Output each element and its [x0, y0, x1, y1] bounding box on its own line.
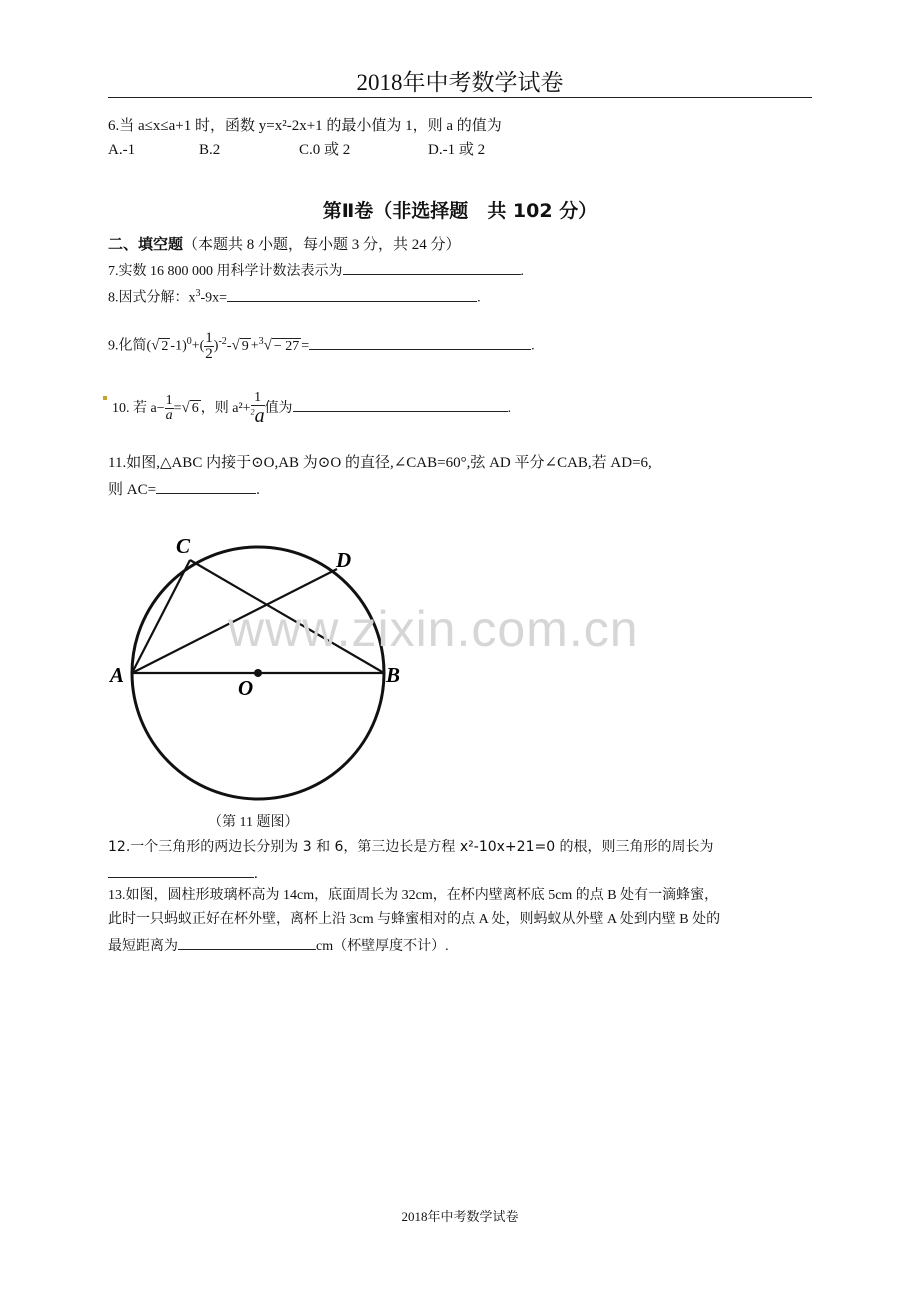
q10-frac2-den — [251, 406, 265, 426]
q10-end: . — [507, 401, 512, 416]
part2-note: （本题共 8 小题，每小题 3 分，共 24 分） — [183, 237, 461, 253]
q11-answer-blank[interactable] — [156, 478, 256, 494]
sqrt-icon: √ — [181, 400, 190, 416]
sqrt-icon: √ — [231, 337, 240, 354]
q10-frac2-den-a: a — [254, 405, 265, 428]
q10-mid: ，则 a²+ — [200, 401, 251, 416]
center-point-o — [254, 669, 262, 677]
q12-end: . — [254, 866, 258, 882]
q9-exp0: 0 — [186, 336, 192, 347]
q6-stem: 6.当 a≤x≤a+1 时，函数 y=x²-2x+1 的最小值为 1，则 a 的值为 — [108, 118, 502, 134]
watermark-text: www.zixin.com.cn — [228, 601, 639, 657]
q7-end: . — [520, 264, 524, 279]
q9-exp-neg2: -2 — [218, 336, 227, 347]
q9-answer-blank[interactable] — [309, 334, 531, 350]
q7-text: 7.实数 16 800 000 用科学计数法表示为 — [108, 264, 343, 279]
q10-answer-blank[interactable] — [293, 396, 508, 412]
q10-frac-den: a — [165, 408, 173, 424]
label-c: C — [176, 534, 191, 558]
q9-minus: - — [226, 338, 232, 354]
q9-plus: +( — [191, 338, 205, 354]
label-a: A — [110, 663, 125, 687]
q8-answer-blank[interactable] — [227, 286, 477, 302]
q8-end: . — [477, 290, 481, 306]
q9-plus2: + — [250, 338, 259, 354]
label-d: D — [336, 548, 352, 572]
q9-end: . — [531, 338, 535, 354]
q6-option-a: A.-1 — [108, 142, 136, 158]
page-footer: 2018年中考数学试卷 — [401, 1209, 519, 1224]
q10-frac2-num: 1 — [251, 391, 265, 406]
q8-suffix: -9x= — [200, 290, 228, 306]
q10-fraction — [165, 394, 174, 423]
q9-prefix: 9.化简( — [108, 338, 152, 354]
q9-mid2: ) — [213, 338, 219, 354]
q10-prefix: 10. 若 a− — [112, 401, 165, 416]
cube-root-icon: √ — [263, 337, 272, 354]
q9-sqrt-2: 2 — [161, 338, 169, 354]
q10-fraction2 — [251, 391, 265, 426]
q9-mid1: -1) — [170, 338, 187, 354]
q9-cube-root-value: − 27 — [273, 338, 300, 354]
q12-line1: 12.一个三角形的两边长分别为 3 和 6，第三边长是方程 x²-10x+21=0 的根，则三角形的周长为 — [108, 839, 714, 855]
q9-fraction — [204, 331, 214, 362]
q9-frac-den: 2 — [205, 345, 213, 362]
label-b: B — [386, 663, 401, 687]
q6-option-d: D.-1 或 2 — [428, 142, 486, 158]
q10-equals: = — [173, 401, 182, 416]
figure-caption: （第 11 题图） — [208, 815, 299, 830]
q10-suffix: 值为 — [264, 401, 293, 416]
q9-frac-num: 1 — [205, 329, 213, 346]
q10-sqrt-6: 6 — [191, 401, 199, 416]
page-header-title: 2018年中考数学试卷 — [356, 70, 564, 95]
q9-cube-index: 3 — [258, 336, 264, 347]
q13-line2: 此时一只蚂蚁正好在杯外壁，离杯上沿 3cm 与蜂蜜相对的点 A 处，则蚂蚁从外壁 A 处到内壁 B 处的 — [108, 912, 721, 927]
header-rule — [108, 97, 812, 98]
q10-frac2-sub: 2 — [250, 407, 255, 417]
q10-frac-num: 1 — [165, 393, 173, 409]
q13-line3-prefix: 最短距离为 — [108, 939, 178, 954]
q8-exponent: 3 — [195, 288, 201, 299]
q9 — [108, 324, 535, 365]
q8-prefix: 8.因式分解：x — [108, 290, 196, 306]
q13-answer-blank[interactable] — [178, 934, 316, 950]
label-o: O — [238, 676, 254, 700]
segment-ac — [132, 560, 190, 673]
q12-answer-blank[interactable] — [108, 862, 254, 878]
marker-dot — [103, 396, 107, 400]
q11-line2-text: 则 AC= — [108, 482, 157, 498]
q13-line3 — [108, 934, 449, 957]
section-title: 第Ⅱ卷（非选择题 共 102 分） — [322, 200, 598, 222]
q10 — [112, 384, 511, 433]
q7 — [108, 259, 524, 282]
q6-option-b: B.2 — [199, 142, 221, 158]
q11-line1: 11.如图,△ABC 内接于⊙O,AB 为⊙O 的直径,∠CAB=60°,弦 AD 平分∠CAB,若 AD=6, — [108, 455, 652, 471]
q9-sqrt-9: 9 — [241, 338, 249, 354]
q11-circle-figure — [100, 525, 420, 820]
q8 — [108, 284, 481, 309]
sqrt-icon: √ — [151, 337, 160, 354]
part2-heading — [108, 234, 461, 255]
q9-equals: = — [301, 338, 310, 354]
q7-answer-blank[interactable] — [343, 259, 521, 275]
q13-line3-suffix: cm（杯壁厚度不计）. — [316, 939, 449, 954]
q13-line1: 13.如图，圆柱形玻璃杯高为 14cm，底面周长为 32cm，在杯内壁离杯底 5cm 的点 B 处有一滴蜂蜜， — [108, 888, 719, 903]
q11-line2 — [108, 478, 260, 500]
q6-option-c: C.0 或 2 — [299, 142, 351, 158]
q11-end: . — [256, 482, 260, 498]
q12-line2 — [108, 862, 258, 884]
part2-title: 二、填空题 — [108, 235, 184, 253]
